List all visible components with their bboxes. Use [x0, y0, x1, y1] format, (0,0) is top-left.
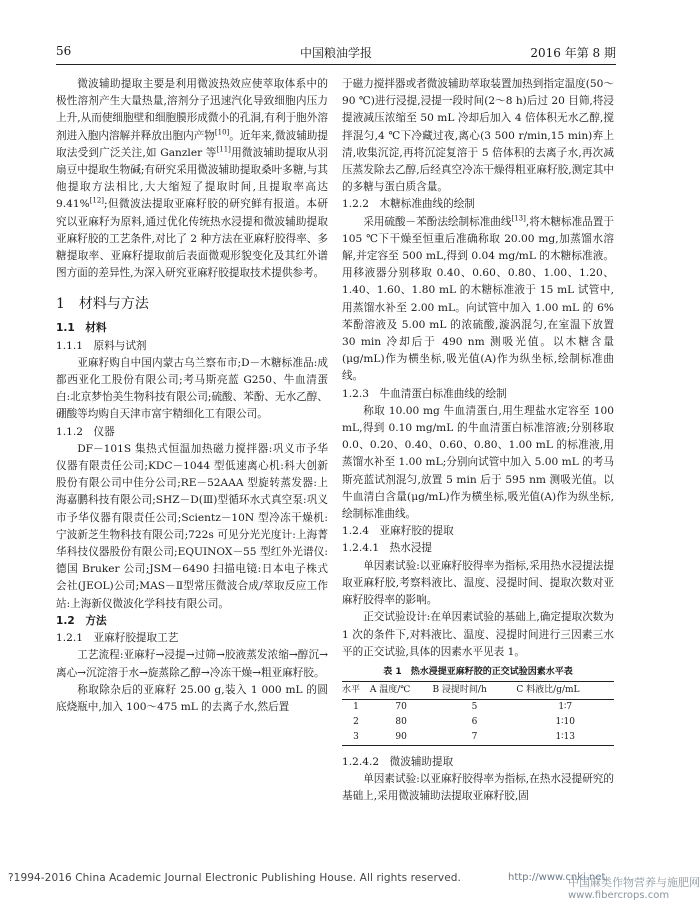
table-row: [342, 715, 614, 730]
table-header-cell: A 温度/℃: [370, 681, 433, 699]
cnki-link[interactable]: http://www.cnki.net: [508, 872, 606, 883]
single-factor-paragraph: 单因素试验:以亚麻籽胶得率为指标,采用热水浸提法提取亚麻籽胶,考察料液比、温度、浸提时间、提取次数对亚麻籽胶得率的影响。: [342, 559, 614, 607]
watermark-cn: 中国麻类作物营养与施肥网: [568, 876, 700, 889]
page-number: 56: [56, 44, 72, 58]
subsection-heading-methods: 1.2 方法: [56, 614, 107, 627]
subsubsection-heading-bsa-curve: 1.2.3 牛血清蛋白标准曲线的绘制: [342, 387, 507, 400]
header-rule: [56, 64, 616, 65]
orthogonal-paragraph: 正交试验设计:在单因素试验的基础上,确定提取次数为 1 次的条件下,对料液比、温度、浸提时间进行三因素三水平的正交试验,具体的因素水平见表 1。: [342, 611, 614, 658]
table-header-row: [342, 681, 614, 699]
copyright-notice: ?1994-2016 China Academic Journal Electronic Publishing House. All rights reserved.: [8, 872, 461, 884]
table-cell: 80: [395, 716, 407, 727]
table-caption: 表 1 热水浸提亚麻籽胶的正交试验因素水平表: [383, 666, 573, 677]
table-cell: 6: [471, 716, 478, 727]
subsubsection-heading-instruments: 1.1.2 仪器: [56, 425, 115, 438]
left-column: [56, 76, 328, 716]
subsubsection-heading-extraction-process: 1.2.1 亚麻籽胶提取工艺: [56, 632, 179, 645]
table-header-cell: B 浸提时间/h: [432, 681, 516, 699]
subsubsection-heading-gum-extraction: 1.2.4 亚麻籽胶的提取: [342, 525, 454, 538]
table-cell: 3: [342, 730, 370, 746]
table-cell: 1∶13: [516, 730, 614, 746]
issue-label: 2016 年第 8 期: [530, 46, 616, 60]
table-row: [342, 699, 614, 715]
method-continuation: 于磁力搅拌器或者微波辅助萃取装置加热到指定温度(50～90 ℃)进行浸提,浸提一段时间(2～8 h)后过 20 目筛,将浸提液减压浓缩至 50 mL 冷却后加入 4 倍体积无水乙醇,搅拌混匀,4 ℃下冷藏过夜,离心(3 500 r/min,15 min)弃上清,收集沉淀,再将沉淀复溶于 5 倍体积的去离子水,再次减压蒸发除去乙醇,后经真空冷冻干燥得粗亚麻籽胶,测定其中的多糖与蛋白质含量。: [342, 78, 614, 194]
table-row: [342, 730, 614, 746]
xylose-paragraph: 采用硫酸－苯酚法绘制标准曲线[13],将木糖标准品置于 105 ℃下干燥至恒重后准确称取 20.00 mg,加蒸馏水溶解,并定容至 500 mL,得到 0.04 mg/mL 的木糖标准液。用移液器分别移取 0.40、0.60、0.80、1.00、1.20、1.40、1.60、1.80 mL 的木糖标准液于 15 mL 试管中,用蒸馏水补至 2.00 mL。向试管中加入 1.00 mL 的 6% 苯酚溶液及 5.00 mL 的浓硫酸,漩涡混匀,在室温下放置 30 min 冷却后于 490 nm 测吸光值。以木糖含量(μg/mL)作为横坐标,吸光值(A)作为纵坐标,绘制标准曲线。: [342, 214, 614, 383]
table-cell: 7: [432, 730, 516, 746]
instruments-paragraph: DF－101S 集热式恒温加热磁力搅拌器:巩义市予华仪器有限责任公司;KDC－1044 型低速离心机:科大创新股份有限公司中佳分公司;RE－52AAA 型旋转蒸发器:上海嘉鹏科技有限公司;SHZ－D(Ⅲ)型循环水式真空泵:巩义市予华仪器有限责任公司;Scientz－10N 型冷冻干燥机:宁波新芝生物科技有限公司;722s 可见分光光度计:上海菁华科技仪器股份有限公司;EQUINOX－55 型红外光谱仪:德国 Bruker 公司;JSM－6490 扫描电镜:日本电子株式会社(JEOL)公司;MAS－Ⅱ型常压微波合成/萃取反应工作站:上海新仪微波化学科技有限公司。: [56, 442, 328, 610]
table-cell: 5: [471, 701, 478, 712]
heading-hot-water-extraction: 1.2.4.1 热水浸提: [342, 542, 433, 555]
citation-13[interactable]: [13]: [511, 214, 526, 223]
table-cell: 90: [370, 730, 433, 746]
watermark-logo: [568, 874, 700, 901]
method-paragraph: 称取除杂后的亚麻籽 25.00 g,装入 1 000 mL 的圆底烧瓶中,加入 100～475 mL 的去离子水,然后置: [56, 683, 328, 713]
journal-title: 中国粮油学报: [299, 46, 372, 60]
running-header: [56, 44, 616, 62]
table-cell: 1∶10: [555, 716, 575, 727]
table-cell: 2: [353, 716, 359, 727]
table-header-cell: C 料液比/g/mL: [516, 681, 614, 699]
subsubsection-heading-xylose-curve: 1.2.2 木糖标准曲线的绘制: [342, 198, 475, 211]
section-heading-materials-methods: 1 材料与方法: [56, 296, 149, 313]
subsection-heading-materials: 1.1 材料: [56, 322, 107, 335]
intro-paragraph: 微波辅助提取主要是利用微波热效应使萃取体系中的极性溶剂产生大量热量,溶剂分子迅速汽化导致细胞内压力上升,从而使细胞壁和细胞膜形成微小的孔洞,有利于胞外溶剂进入胞内溶解并释放出胞内产物[10]。近年来,微波辅助提取法受到广泛关注,如 Ganzler 等[11]用微波辅助提取从羽扇豆中提取生物碱;有研究采用微波辅助提取桑叶多糖,与其他提取方法相比,大大缩短了提取时间,且提取率高达 9.41%[12];但微波法提取亚麻籽胶的研究鲜有报道。本研究以亚麻籽为原料,通过优化传统热水浸提和微波辅助提取亚麻籽胶的工艺条件,对比了 2 种方法在亚麻籽胶得率、多糖提取率、亚麻籽提取前后表面微观形貌变化及其红外谱图方面的差异性,为深入研究亚麻籽胶提取技术提供参考。: [56, 78, 329, 280]
materials-paragraph: 亚麻籽购自中国内蒙古乌兰察布市;D－木糖标准品:成都西亚化工股份有限公司;考马斯亮蓝 G250、牛血清蛋白:北京梦怡美生物科技有限公司;硫酸、苯酚、无水乙醇、硼酸等均购自天津市富宇精细化工有限公司。: [56, 356, 328, 421]
microwave-paragraph: 单因素试验:以亚麻籽胶得率为指标,在热水浸提研究的基础上,采用微波辅助法提取亚麻籽胶,固: [342, 773, 614, 803]
subsubsection-heading-raw-materials: 1.1.1 原料与试剂: [56, 339, 147, 352]
factor-level-table: [342, 681, 614, 746]
table-cell: 1: [353, 701, 359, 712]
table-cell: 1∶7: [558, 701, 573, 712]
table-cell: 70: [395, 701, 407, 712]
citation-12[interactable]: [12]: [89, 196, 105, 205]
citation-10[interactable]: [10]: [214, 128, 230, 137]
process-paragraph: 工艺流程:亚麻籽→浸提→过筛→胶液蒸发浓缩→醇沉→离心→沉淀溶于水→旋蒸除乙醇→冷冻干燥→粗亚麻籽胶。: [56, 649, 328, 679]
right-column: [342, 76, 614, 806]
watermark-en: www.fibercrops.com: [568, 890, 670, 901]
citation-11[interactable]: [11]: [216, 145, 231, 154]
table-header-cell: 水平: [342, 681, 370, 699]
bsa-paragraph: 称取 10.00 mg 牛血清蛋白,用生理盐水定容至 100 mL,得到 0.10 mg/mL 的牛血清蛋白标准溶液;分别移取 0.0、0.20、0.40、0.60、0.80、1.00 mL 的标准液,用蒸馏水补至 1.00 mL;分别向试管中加入 5.00 mL 的考马斯亮蓝试剂混匀,放置 5 min 后于 595 nm 测吸光值。以牛血清白含量(μg/mL)作为横坐标,吸光值(A)作为纵坐标,绘制标准曲线。: [342, 404, 614, 521]
heading-microwave-extraction: 1.2.4.2 微波辅助提取: [342, 755, 454, 768]
